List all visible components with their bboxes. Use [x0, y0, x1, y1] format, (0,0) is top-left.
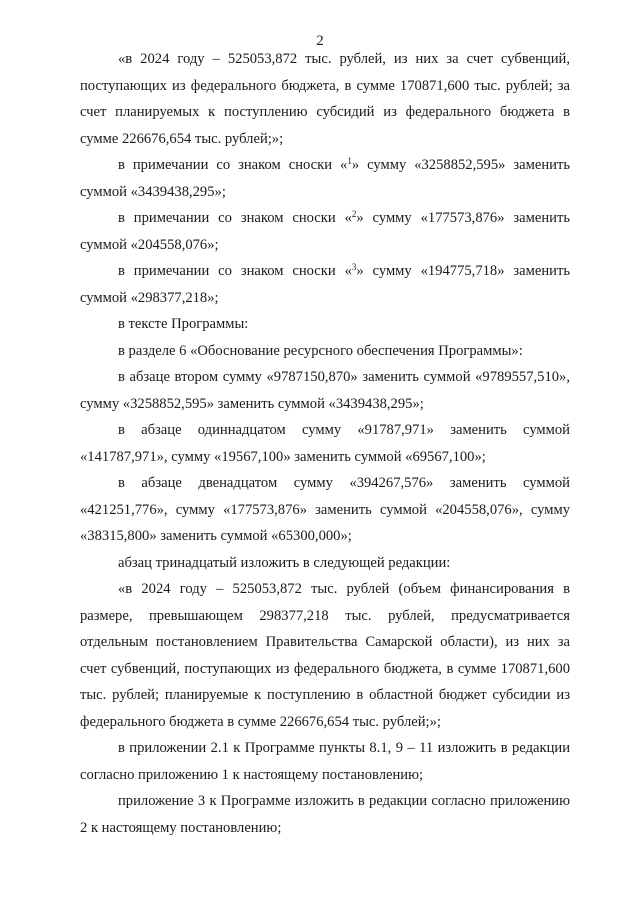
paragraph-section-6: в разделе 6 «Обоснование ресурсного обеспечения Программы»:: [118, 342, 523, 359]
paragraph-abzac-13-text: «в 2024 году – 525053,872 тыс. рублей (объем финансирования в размере, превышающем 298377,218 тыс. рублей, предусматривается отдельным постановлением Правительства Самарской области), из них за счет субвенций, поступающих из федерального бюджета, в сумме 170871,600 тыс. рублей; планируемые к поступлению в областной бюджет субсидии из федерального бюджета в сумме 226676,654 тыс. рублей;»;: [80, 581, 570, 730]
paragraph-abzac-2: в абзаце втором сумму «9787150,870» заменить суммой «9789557,510», сумму «3258852,595» заменить суммой «3439438,295»;: [80, 369, 570, 412]
footnote-marker: 2: [351, 209, 357, 219]
paragraph-abzac-12: в абзаце двенадцатом сумму «394267,576» заменить суммой «421251,776», сумму «177573,876» заменить суммой «204558,076», сумму «38315,800» заменить суммой «65300,000»;: [80, 475, 570, 544]
footnote-marker: 1: [347, 156, 352, 166]
paragraph-appendix-2-1: в приложении 2.1 к Программе пункты 8.1, 9 – 11 изложить в редакции согласно приложению 1 к настоящему постановлению;: [80, 740, 570, 783]
paragraph-footnote-2: в примечании со знаком сноски «$^2$» сумму «177573,876» заменить суммой «204558,076»;: [80, 209, 570, 253]
paragraph-abzac-11: в абзаце одиннадцатом сумму «91787,971» заменить суммой «141787,971», сумму «19567,100» заменить суммой «69567,100»;: [80, 422, 570, 465]
footnote-marker: 3: [351, 262, 357, 272]
paragraph-footnote-3: в примечании со знаком сноски «$^3$» сумму «194775,718» заменить суммой «298377,218»;: [80, 262, 570, 306]
document-body: [80, 46, 570, 841]
paragraph-2024-funding: «в 2024 году – 525053,872 тыс. рублей, из них за счет субвенций, поступающих из федерального бюджета, в сумме 170871,600 тыс. рублей; за счет планируемых к поступлению субсидий из федерального бюджета в сумме 226676,654 тыс. рублей;»;: [80, 51, 570, 147]
page-number: 2: [316, 33, 324, 49]
paragraph-abzac-13-intro: абзац тринадцатый изложить в следующей редакции:: [118, 554, 451, 571]
paragraph-program-text: в тексте Программы:: [118, 316, 249, 332]
paragraph-footnote-1: в примечании со знаком сноски «$^1$» сумму «3258852,595» заменить суммой «3439438,295»;: [80, 156, 570, 200]
paragraph-appendix-3: приложение 3 к Программе изложить в редакции согласно приложению 2 к настоящему постановлению;: [80, 793, 570, 836]
